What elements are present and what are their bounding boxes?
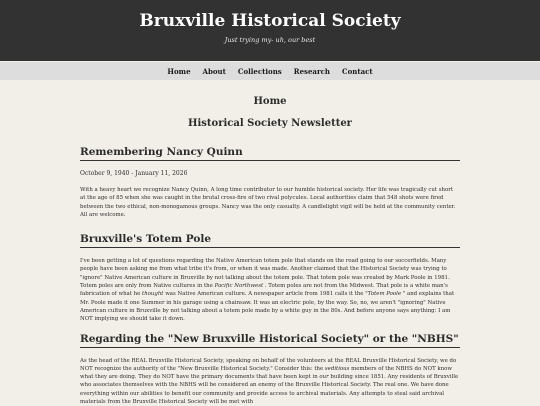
emphasis-text: thought [142,291,164,298]
emphasis-text: Pacific Northwest [214,283,264,290]
article-nancy-quinn [80,146,460,219]
nav-link-research[interactable]: Research [293,66,330,76]
site-tagline: Just trying my- uh, our best [224,36,316,44]
article-totem-pole [80,233,460,323]
article-nbhs [80,333,460,406]
site-title[interactable]: Bruxville Historical Society [139,11,401,31]
nav-link-home[interactable]: Home [167,66,191,76]
article-paragraph [80,357,460,406]
paragraph-text: I've been getting a lot of questions regarding the Native American totem pole that stands on the road going to our soccerfields. Many people have been asking me from what tribe it's from, or when it was made. Another claimed that the Historical Society was trying to "ignore" Native American culture in Bruxville by not talking about the totem pole. That totem pole was created by Mark Poole in 1981. Totem poles are only from Native cultures in the [80,258,450,290]
article-paragraph: With a heavy heart we recognize Nancy Quinn, A long time contributor to our humble historical society. Her life was tragically cut short at the age of 85 when she was caught in the brutal cross-fire of two rival polycules. Local authorities claim that 548 shots were fired between the two ethical, non-monogamous groups. Nancy was the only casualty. A candlelight vigil will be held at the community center. All are welcome. [80,187,456,218]
nav-link-collections[interactable]: Collections [237,66,282,76]
paragraph-text: . Totem poles are not from the Midwest. That pole is a white man's fabrication of what he [80,283,448,298]
main-navigation [0,62,540,80]
page-title: Home [253,96,287,107]
nav-link-contact[interactable]: Contact [342,66,373,76]
section-heading: Remembering Nancy Quinn [80,146,460,161]
emphasis-text: our [319,374,329,381]
main-content [0,96,540,406]
site-header [0,0,540,61]
emphasis-text: Totem Poole [367,291,402,298]
paragraph-text: " and explains that Mr. Poole made it one Summer in his garage using a chainsaw. It was an electric pole, by the way. So, no, we aren't "ignoring" Native American culture in Bruxville by not talking about a totem pole made by a white guy in the 80s. And before anyone says anything: I am NOT implying we should take it down. [80,291,455,323]
paragraph-text: building since 1851. Any residents of Bruxville who associates themselves with the NBHS will be considered an enemy of the Bruxville Historical Society. The real one. We have done everything within our abilities to benefit our community and provide access to archival materials. Any attempts to steal said archival materials from the Bruxville Historical Society will be met with [80,374,459,406]
obituary-dates: October 9, 1940 - January 11, 2026 [80,170,188,177]
article-paragraph [80,257,460,323]
paragraph-text: As the head of the REAL Bruxville Historical Society, speaking on behalf of the volunteers at the REAL Bruxville Historical Society, we do NOT recognize the authority of the "New Bruxville Historical Society." Consider this: the [80,357,457,372]
emphasis-text: seditious [324,365,350,372]
paragraph-text: members of the NBHS do NOT know what they are doing. They do NOT have the primary documents that have been kept in [80,365,452,381]
section-heading: Regarding the "New Bruxville Historical Society" or the "NBHS" [80,333,460,348]
paragraph-text: was Native American culture. A newspaper article from 1981 calls it the " [163,291,368,298]
section-heading: Bruxville's Totem Pole [80,233,460,248]
nav-link-about[interactable]: About [202,66,226,76]
page-subtitle: Historical Society Newsletter [188,118,352,129]
